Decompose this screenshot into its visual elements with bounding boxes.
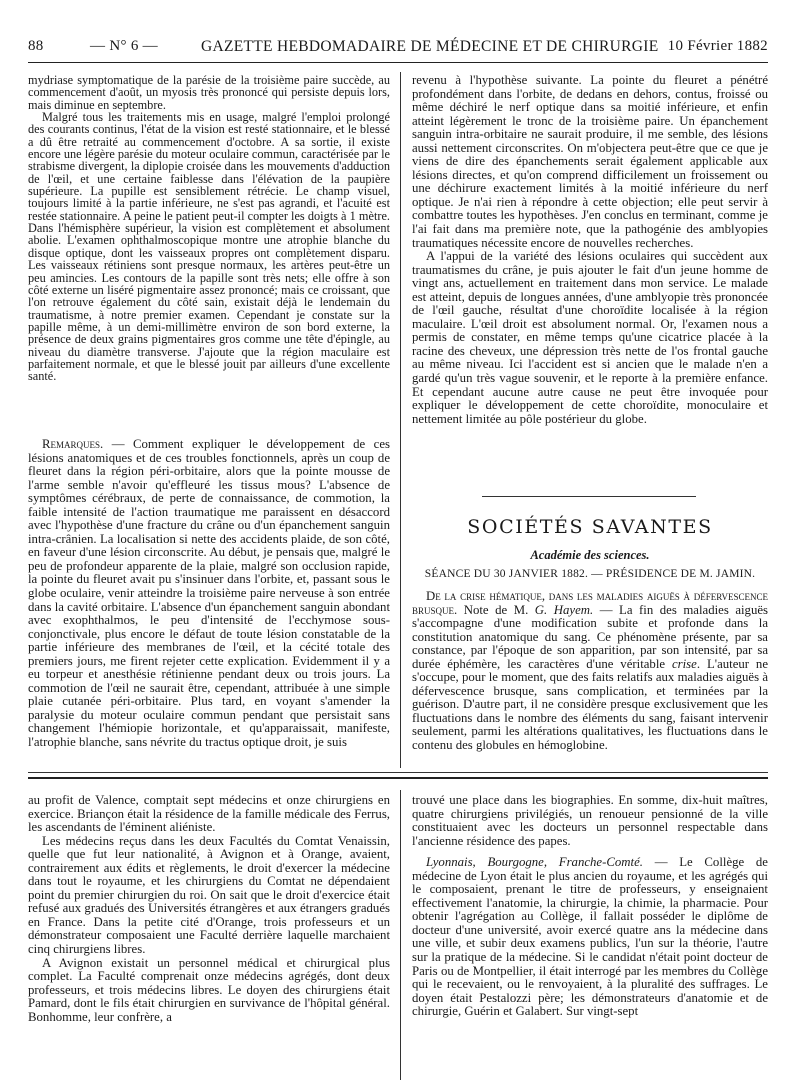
section-rule xyxy=(482,496,696,497)
article-title: De la crise hématique, dans les maladies aiguës à défervescence brusque. xyxy=(412,590,768,617)
section-subtitle: Académie des sciences. xyxy=(530,548,650,562)
paragraph: A l'appui de la variété des lésions oculaires qui succèdent aux traumatismes du crâne, je puis ajouter le fait d'un jeune homme de vingt ans, actuellement en traitement dans mon service. Le malade est atteint, depuis de longues années, d'une amblyopie très prononcée de l'œil gauche, résultat d'une choroïdite localisée à la région maculaire. L'œil droit est absolument normal. Or, l'examen nous a permis de constater, en même temps qu'une cicatrice placée à la racine des cheveux, une dépression très nette de l'os frontal gauche au même niveau. Ici l'accident est si ancien que le malade n'en a gardé qu'un très vague souvenir, et le reporte à la première enfance. Et cependant aucune autre cause ne peut être invoquée pour expliquer le développement de cette choroïdite, monoculaire et nettement limitée au pôle postérieur du globe. xyxy=(412,249,768,426)
paragraph: revenu à l'hypothèse suivante. La pointe du fleuret a pénétré profondément dans l'orbite, de dedans en dehors, contus, froissé ou même déchiré le nerf optique dans sa moitié inférieure, et enfin atteint légèrement le tronc de la troisième paire. Un épanchement sanguin intra-orbitaire ne saurait produire, il me semble, des lésions aussi nettement circonscrites. On m'objectera peut-être que ce que je viens de dire des épanchements serait également applicable aux lésions directes, et qu'on comprend difficilement un froissement ou une déchirure exactement limités à la moitié inférieure du nerf optique. Je n'ai rien à répondre à cette objection; elle peut servir à combattre toutes les hypothèses. J'en conclus en terminant, comme je l'ai fait dans ma première note, que la pathogénie des amblyopies traumatiques nécessite encore de nouvelles recherches. xyxy=(412,74,768,250)
emphasis-crise: crise xyxy=(671,656,697,671)
page-header xyxy=(28,38,768,60)
paragraph xyxy=(412,590,768,753)
section-divider-thick xyxy=(28,777,768,779)
author-name: G. Hayem. xyxy=(534,602,594,617)
page-number: 88 xyxy=(28,38,44,54)
column-1-observation xyxy=(28,74,390,434)
article-text-cont: . L'auteur ne s'occupe, pour le moment, que des faits relatifs aux maladies aiguës à défervescence brusque, sans complication, et terminées par la guérison. D'autre part, il ne considère presque exclusivement que les fluctuations dans le nombre des éléments du sang, faisant intervenir seulement, parmi les altérations qualitatives, les fluctuations dans le contenu des globules en hémoglobine. xyxy=(412,656,768,753)
paragraph: Malgré tous les traitements mis en usage, malgré l'emploi prolongé des courants continus, l'état de la vision est resté stationnaire, et le blessé a dû être retraité au commencement d'octobre. A sa sortie, il existe encore une légère parésie du moteur oculaire commun, caractérisée par le strabisme divergent, la diplopie croisée dans les mouvements d'adduction de l'œil, et une certaine faiblesse dans l'élévation de la paupière supérieure. La pupille est sensiblement rétrécie. Le champ visuel, toujours limité à la partie inférieure, ne s'est pas agrandi, et l'acuité est restée stationnaire. A peine le patient peut-il compter les doigts à 1 mètre. Dans l'hémisphère supérieur, la vision est complètement et absolument abolie. L'examen ophthalmoscopique montre une atrophie blanche du disque optique, dont les vaisseaux propres ont complètement disparu. Les vaisseaux rétiniens sont presque normaux, les artères peut-être un peu amincies. Les contours de la papille sont très nets; elle offre à son côté externe un liséré pigmentaire assez prononcé; mais ce croissant, que l'on retrouve également du côté sain, existait déjà le lendemain du traumatisme, à notre premier examen. Cependant je constate sur la papille même, à un demi-millimètre environ de son bord externe, la présence de deux grains pigmentaires gros comme une tête d'épingle, au niveau du diamètre transverse. J'ajoute que la région maculaire est parfaitement normale, et que le blessé jouit par ailleurs d'une excellente santé. xyxy=(28,110,390,384)
column-divider-upper xyxy=(400,72,401,768)
seance-heading: SÉANCE DU 30 JANVIER 1882. — PRÉSIDENCE DE M. JAMIN. xyxy=(424,568,756,580)
column-2-text xyxy=(412,74,768,476)
note-prefix: Note de M. xyxy=(457,602,535,617)
issue-number: — N° 6 — xyxy=(90,38,158,54)
section-title: SOCIÉTÉS SAVANTES xyxy=(467,516,713,538)
paragraph: au profit de Valence, comptait sept médecins et onze chirurgiens en exercice. Briançon était la résidence de la famille médicale des Ferrus, les ascendants de l'éminent aliéniste. xyxy=(28,794,390,835)
region-text: — Le Collège de médecine de Lyon était le plus ancien du royaume, et les agrégés qui le composaient, prenant le titre de professeurs, y enseignaient effectivement l'anatomie, la chirurgie, la chimie, la pharmacie. Pour obtenir l'agrégation au Collège, il fallait posséder le diplôme de docteur d'une université, avoir exercé quatre ans la médecine dans une ville, et subir deux examens publics, l'un sur la théorie, l'autre sur la pratique de la médecine. Si le candidat n'était point docteur de Paris ou de Montpellier, il était interrogé par les membres du Collège qui le recevaient, ou le renvoyaient, à la pluralité des suffrages. Le doyen était Pestalozzi père; les démonstrateurs d'anatomie et de chirurgie, Guérin et Galabert. Sur vingt-sept xyxy=(412,855,768,1019)
column-3-text xyxy=(28,794,390,1079)
column-divider-lower xyxy=(400,790,401,1080)
paragraph: trouvé une place dans les biographies. En somme, dix-huit maîtres, quatre chirurgiens privilégiés, un renoueur pensionné de la ville constituaient avec les docteurs un personnel respectable dans l'ancienne résidence des papes. xyxy=(412,794,768,848)
paragraph xyxy=(412,856,768,1019)
paragraph: mydriase symptomatique de la parésie de la troisième paire succède, au commencement d'août, un myosis très prononcé qui persiste depuis lors, mais diminue en septembre. xyxy=(28,74,390,112)
region-label: Lyonnais, Bourgogne, Franche-Comté. xyxy=(426,855,643,870)
paragraph: A Avignon existait un personnel médical et chirurgical plus complet. La Faculté comprenait onze médecins agrégés, dont deux professeurs, et trois médecins libres. Le doyen des chirurgiens était Pamard, dont le fils était chirurgien en survivance de l'hôpital général. Bonhomme, leur confrère, a xyxy=(28,955,390,1024)
paragraph: Les médecins reçus dans les deux Facultés du Comtat Venaissin, quelle que fut leur nationalité, à Avignon et à Orange, avaient, contrairement aux édits et règlements, le droit d'exercer la médecine dans tout le royaume, et les chirurgiens du Comtat ne dépendaient point du premier chirurgien du roi. On sait que le droit d'exercice était refusé aux gradués des Universités étrangères et aux étrangers gradués en France. Dans la petite cité d'Orange, trois professeurs et un démonstrateur composaient une Faculté derrière laquelle marchaient cinq chirurgiens libres. xyxy=(28,833,390,957)
section-divider-thin xyxy=(28,772,768,773)
remarques-label: Remarques. xyxy=(42,438,104,451)
column-2-societes xyxy=(412,590,768,766)
issue-date: 10 Février 1882 xyxy=(667,38,768,54)
journal-title: GAZETTE HEBDOMADAIRE DE MÉDECINE ET DE CHIRURGIE xyxy=(201,38,659,55)
article-text: — La fin des maladies aiguës s'accompagne d'une modification subite et profonde dans la constitution anatomique du sang. Ce phénomène présente, par sa constance, par l'époque de son apparition, par son intensité, par sa durée éphémère, les caractères d'une véritable xyxy=(412,602,768,671)
column-1-remarques xyxy=(28,438,390,764)
header-rule xyxy=(28,62,768,63)
remarques-text: — Comment expliquer le développement de ces lésions anatomiques et de ces troubles fonctionnels, après un coup de fleuret dans la région péri-orbitaire, alors que la pointe mousse de l'arme semble n'avoir qu'effleuré les tissus mous? L'absence de symptômes cérébraux, de perte de connaissance, de commotion, la faible intensité de l'action traumatique me paraissent en désaccord avec l'hypothèse d'une fracture du crâne ou d'un épanchement sanguin intra-crânien. La localisation si nette des accidents plaide, de son côté, en faveur d'une lésion circonscrite. Au début, je pensais que, malgré le peu de profondeur apparente de la plaie, malgré son occlusion rapide, la pointe du fleuret avait pu s'insinuer dans l'orbite, et, passant sous le globe oculaire, venir atteindre la troisième paire nerveuse à son entrée dans la cavité orbitaire. L'absence d'un épanchement sanguin abondant avec exophthalmos, le peu d'intensité de l'ecchymose sous-conjonctivale, plus encore le défaut de toute lésion constatable de la partie inférieure des membranes de l'œil, et la cécité totale des premiers jours, me firent rejeter cette explication. Evidemment il y a eu torpeur et anesthésie rétinienne pendant deux ou trois jours. La commotion de l'œil ne saurait être, cependant, attribuée à une simple plaie cutanée péri-orbitaire. Plus tard, en voyant s'amender la paralysie du moteur oculaire commun pendant que persistait sans changement l'hémiopie horizontale, et qu'apparaissait, manifeste, l'atrophie blanche, sans névrite du tractus optique droit, je suis xyxy=(28,438,390,750)
column-4-text xyxy=(412,794,768,1079)
paragraph xyxy=(28,438,390,750)
